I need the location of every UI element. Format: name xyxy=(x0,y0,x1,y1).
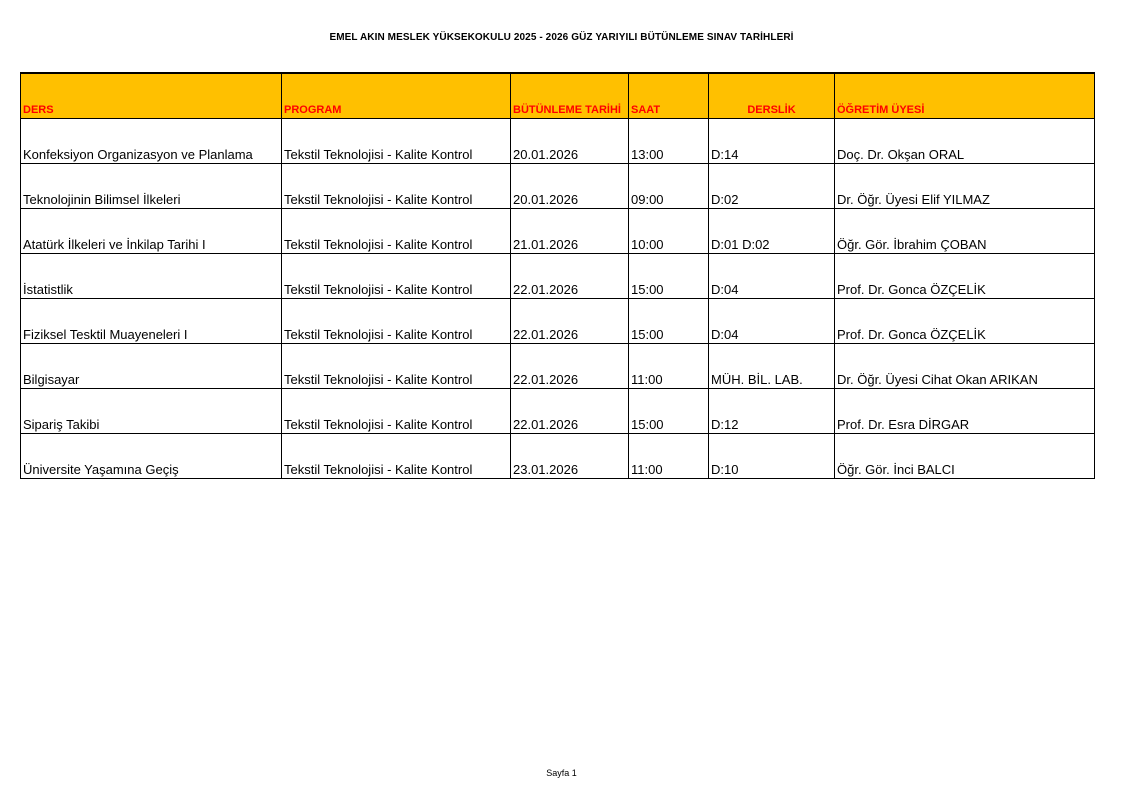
header-ogretim-uyesi: ÖĞRETİM ÜYESİ xyxy=(835,73,1095,119)
table-row xyxy=(21,299,1095,344)
table-row xyxy=(21,434,1095,479)
cell-ders: Fiziksel Tesktil Muayeneleri I xyxy=(21,299,282,344)
cell-ogretim-uyesi: Doç. Dr. Okşan ORAL xyxy=(835,119,1095,164)
exam-schedule-table xyxy=(20,72,1095,479)
cell-saat: 11:00 xyxy=(629,434,709,479)
cell-tarih: 22.01.2026 xyxy=(511,254,629,299)
cell-saat: 09:00 xyxy=(629,164,709,209)
page-title: EMEL AKIN MESLEK YÜKSEKOKULU 2025 - 2026 GÜZ YARIYILI BÜTÜNLEME SINAV TARİHLERİ xyxy=(329,32,794,43)
table-row xyxy=(21,344,1095,389)
table-row xyxy=(21,164,1095,209)
cell-ders: Üniversite Yaşamına Geçiş xyxy=(21,434,282,479)
cell-program: Tekstil Teknolojisi - Kalite Kontrol xyxy=(282,434,511,479)
cell-ders: İstatistlik xyxy=(21,254,282,299)
cell-tarih: 22.01.2026 xyxy=(511,344,629,389)
table-row xyxy=(21,119,1095,164)
cell-saat: 15:00 xyxy=(629,299,709,344)
table-row xyxy=(21,389,1095,434)
header-saat: SAAT xyxy=(629,73,709,119)
cell-saat: 15:00 xyxy=(629,389,709,434)
cell-ders: Atatürk İlkeleri ve İnkilap Tarihi I xyxy=(21,209,282,254)
cell-ders: Sipariş Takibi xyxy=(21,389,282,434)
cell-ders: Konfeksiyon Organizasyon ve Planlama xyxy=(21,119,282,164)
cell-saat: 13:00 xyxy=(629,119,709,164)
cell-tarih: 22.01.2026 xyxy=(511,299,629,344)
cell-derslik: D:01 D:02 xyxy=(709,209,835,254)
cell-derslik: D:10 xyxy=(709,434,835,479)
cell-tarih: 23.01.2026 xyxy=(511,434,629,479)
cell-ogretim-uyesi: Prof. Dr. Esra DİRGAR xyxy=(835,389,1095,434)
table-row xyxy=(21,209,1095,254)
cell-ders: Bilgisayar xyxy=(21,344,282,389)
cell-program: Tekstil Teknolojisi - Kalite Kontrol xyxy=(282,164,511,209)
cell-ogretim-uyesi: Öğr. Gör. İnci BALCI xyxy=(835,434,1095,479)
cell-ogretim-uyesi: Prof. Dr. Gonca ÖZÇELİK xyxy=(835,254,1095,299)
cell-derslik: D:02 xyxy=(709,164,835,209)
header-butunleme-tarihi: BÜTÜNLEME TARİHİ xyxy=(511,73,629,119)
table-header-row xyxy=(21,73,1095,119)
cell-derslik: D:14 xyxy=(709,119,835,164)
cell-program: Tekstil Teknolojisi - Kalite Kontrol xyxy=(282,299,511,344)
header-ders: DERS xyxy=(21,73,282,119)
cell-tarih: 21.01.2026 xyxy=(511,209,629,254)
cell-program: Tekstil Teknolojisi - Kalite Kontrol xyxy=(282,119,511,164)
page-number: Sayfa 1 xyxy=(546,768,577,778)
cell-saat: 11:00 xyxy=(629,344,709,389)
cell-derslik: MÜH. BİL. LAB. xyxy=(709,344,835,389)
cell-ogretim-uyesi: Dr. Öğr. Üyesi Cihat Okan ARIKAN xyxy=(835,344,1095,389)
header-program: PROGRAM xyxy=(282,73,511,119)
cell-ogretim-uyesi: Dr. Öğr. Üyesi Elif YILMAZ xyxy=(835,164,1095,209)
table-body xyxy=(21,119,1095,479)
cell-ogretim-uyesi: Prof. Dr. Gonca ÖZÇELİK xyxy=(835,299,1095,344)
cell-tarih: 20.01.2026 xyxy=(511,164,629,209)
cell-derslik: D:12 xyxy=(709,389,835,434)
cell-derslik: D:04 xyxy=(709,299,835,344)
cell-ders: Teknolojinin Bilimsel İlkeleri xyxy=(21,164,282,209)
cell-program: Tekstil Teknolojisi - Kalite Kontrol xyxy=(282,209,511,254)
cell-program: Tekstil Teknolojisi - Kalite Kontrol xyxy=(282,389,511,434)
header-derslik: DERSLİK xyxy=(709,73,835,119)
cell-saat: 10:00 xyxy=(629,209,709,254)
table-row xyxy=(21,254,1095,299)
cell-saat: 15:00 xyxy=(629,254,709,299)
cell-program: Tekstil Teknolojisi - Kalite Kontrol xyxy=(282,344,511,389)
cell-program: Tekstil Teknolojisi - Kalite Kontrol xyxy=(282,254,511,299)
cell-tarih: 22.01.2026 xyxy=(511,389,629,434)
cell-ogretim-uyesi: Öğr. Gör. İbrahim ÇOBAN xyxy=(835,209,1095,254)
cell-tarih: 20.01.2026 xyxy=(511,119,629,164)
cell-derslik: D:04 xyxy=(709,254,835,299)
